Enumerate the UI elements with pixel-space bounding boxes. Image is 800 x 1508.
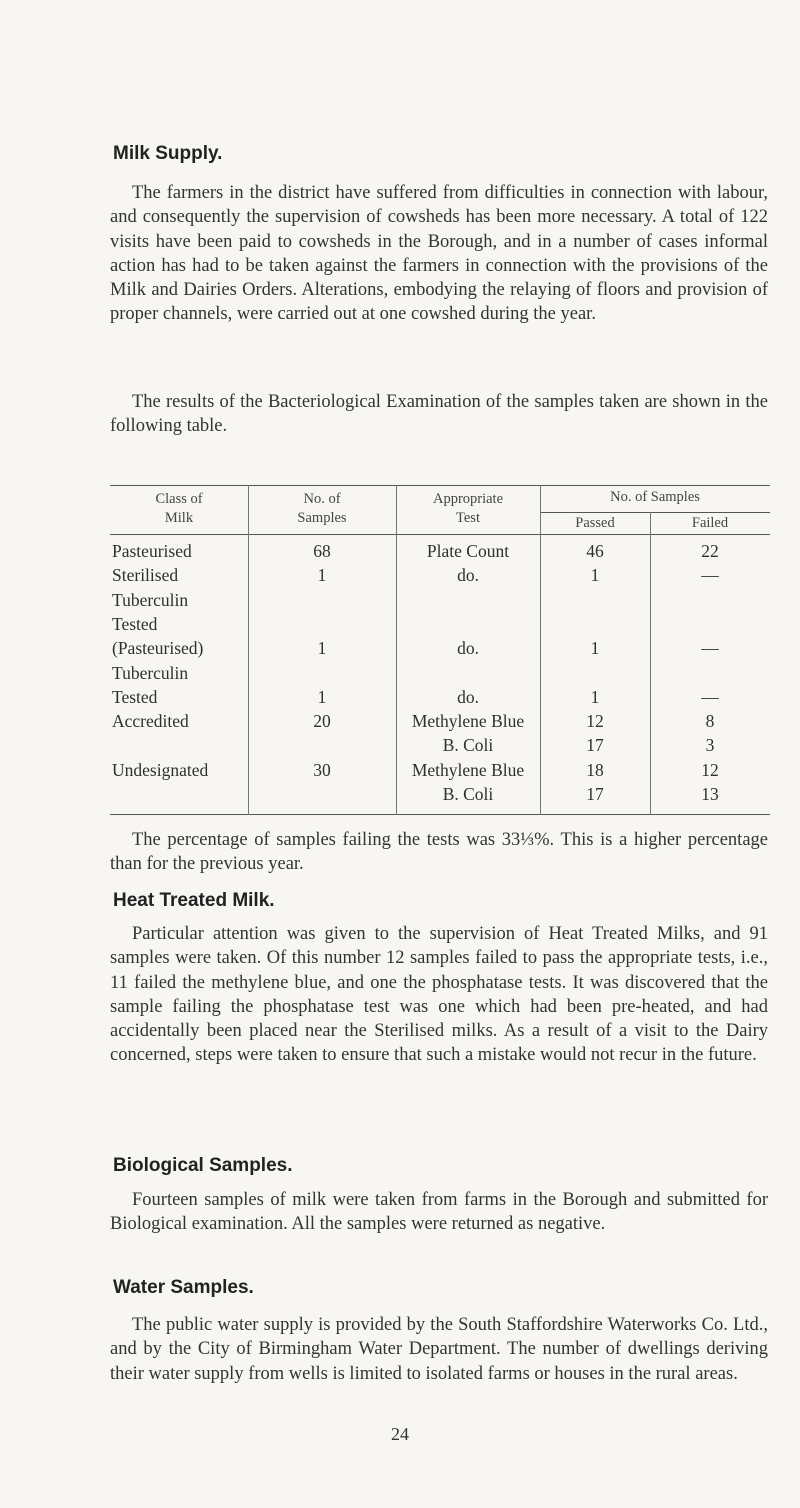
cell-class: Tuberculin [112, 589, 189, 610]
cell-failed: — [701, 686, 719, 707]
header-failed: Failed [691, 515, 729, 531]
water-samples-paragraph [110, 1313, 768, 1386]
cell-test: Methylene Blue [411, 711, 525, 732]
cell-test: do. [457, 565, 479, 586]
milk-supply-heading: Milk Supply. [113, 143, 223, 164]
cell-passed: 17 [586, 784, 604, 804]
cell-passed: 1 [590, 565, 600, 586]
cell-class: Accredited [112, 711, 189, 732]
cell-failed: 22 [701, 541, 719, 561]
cell-class: Sterilised [112, 565, 179, 586]
bacteriological-intro-text: The results of the Bacteriological Examination of the samples taken are shown in the following table. [110, 392, 768, 437]
cell-test: do. [457, 686, 479, 707]
cell-passed: 1 [590, 638, 600, 659]
page-number: 24 [391, 1424, 409, 1444]
bacteriological-intro-paragraph [110, 390, 768, 439]
percentage-text: The percentage of samples failing the tests was 33⅓%. This is a higher percentage than for the previous year. [110, 830, 768, 875]
table-bottom-rule [110, 814, 770, 815]
cell-failed: 3 [705, 735, 715, 756]
cell-class: Pasteurised [112, 541, 192, 561]
milk-supply-paragraph [110, 181, 768, 327]
biological-samples-text: Fourteen samples of milk were taken from farms in the Borough and submitted for Biological examination. All the samples were returned as negative. [110, 1190, 768, 1235]
header-class-line2: Milk [164, 510, 194, 526]
cell-failed: 8 [705, 711, 715, 732]
header-samples-line2: Samples [297, 510, 347, 526]
cell-samples: 20 [313, 711, 331, 732]
header-class [110, 490, 248, 528]
heat-treated-heading: Heat Treated Milk. [113, 890, 275, 911]
cell-failed: 13 [701, 784, 719, 804]
header-test [396, 490, 540, 528]
heat-treated-text: Particular attention was given to the supervision of Heat Treated Milks, and 91 samples were taken. Of this number 12 samples failed to pass the appropriate tests, i.e., 11 failed the methylene blue, and one the phosphatase tests. It was discovered that the sample failing the phosphatase test was one which had been pre-heated, and had accidentally been placed near the Sterilised milks. As a result of a visit to the Dairy concerned, steps were taken to ensure that such a mistake would not recur in the future. [110, 924, 768, 1066]
cell-passed: 18 [586, 759, 604, 780]
cell-test: Methylene Blue [411, 759, 525, 780]
cell-test: B. Coli [442, 784, 494, 804]
cell-test: do. [457, 638, 479, 659]
header-samples [248, 490, 396, 528]
biological-samples-heading: Biological Samples. [113, 1155, 293, 1176]
header-passed: Passed [575, 515, 615, 531]
table-top-rule [110, 485, 770, 486]
cell-samples: 30 [313, 759, 331, 780]
cell-samples: 1 [317, 686, 327, 707]
cell-passed: 12 [586, 711, 604, 732]
cell-failed: — [701, 565, 719, 586]
cell-class: (Pasteurised) [112, 638, 204, 659]
water-samples-text: The public water supply is provided by the South Staffordshire Waterworks Co. Ltd., and by the City of Birmingham Water Department. The number of dwellings deriving their water supply from wells is limited to isolated farms or houses in the rural areas. [110, 1315, 768, 1384]
table-header-rule [110, 534, 770, 535]
header-test-line1: Appropriate [432, 491, 504, 507]
heat-treated-paragraph [110, 922, 768, 1068]
bacteriological-results-table [110, 485, 770, 815]
header-test-line2: Test [456, 510, 480, 526]
percentage-paragraph [110, 828, 768, 877]
cell-class: Undesignated [112, 759, 209, 780]
cell-class: Tested [112, 613, 158, 634]
cell-class: Tested [112, 686, 158, 707]
cell-passed: 17 [586, 735, 604, 756]
cell-class: Tuberculin [112, 662, 189, 683]
milk-supply-text: The farmers in the district have suffered from difficulties in connection with labour, and consequently the supervision of cowsheds has been more necessary. A total of 122 visits have been paid to cowsheds in the Borough, and in a number of cases informal action has had to be taken against the farmers in connection with the provisions of the Milk and Dairies Orders. Alterations, embodying the relaying of floors and provision of proper channels, were carried out at one cowshed during the year. [110, 183, 768, 325]
cell-passed: 46 [586, 541, 604, 561]
cell-failed: — [701, 638, 719, 659]
cell-failed: 12 [701, 759, 719, 780]
cell-samples: 1 [317, 638, 327, 659]
header-samples-line1: No. of [303, 491, 341, 507]
biological-samples-paragraph [110, 1188, 768, 1237]
header-class-line1: Class of [155, 491, 203, 507]
cell-test: B. Coli [442, 735, 494, 756]
table-group-rule [540, 512, 770, 513]
cell-passed: 1 [590, 686, 600, 707]
cell-test: Plate Count [426, 541, 510, 561]
water-samples-heading: Water Samples. [113, 1277, 254, 1298]
cell-samples: 1 [317, 565, 327, 586]
cell-samples: 68 [313, 541, 331, 561]
header-no-of-samples: No. of Samples [610, 489, 700, 505]
